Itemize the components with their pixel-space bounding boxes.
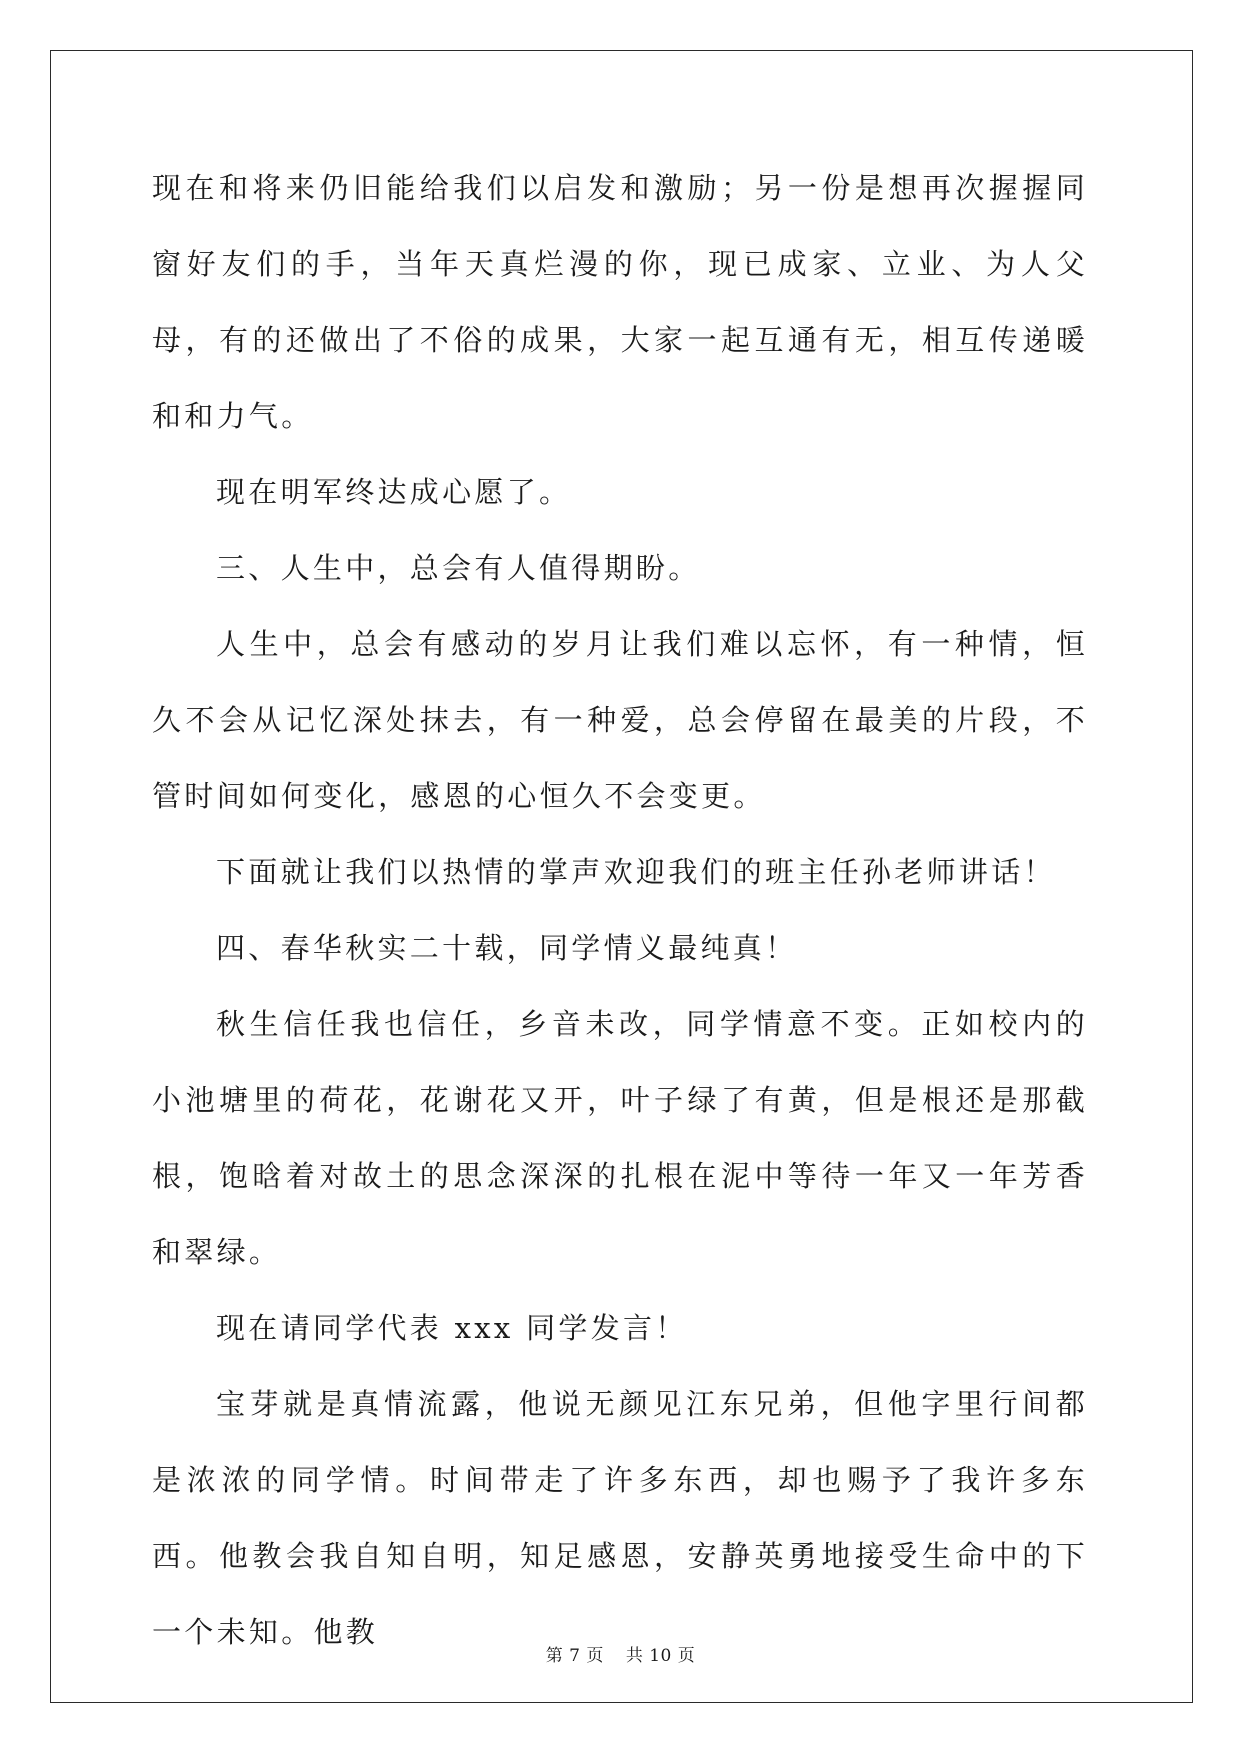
section-heading: 三、人生中，总会有人值得期盼。 bbox=[216, 551, 701, 585]
section-heading: 四、春华秋实二十载，同学情义最纯真！ bbox=[216, 931, 798, 965]
paragraph: 宝芽就是真情流露，他说无颜见江东兄弟，但他字里行间都是浓浓的同学情。时间带走了许多东西，却也赐予了我许多东西。他教会我自知自明，知足感恩，安静英勇地接受生命中的下一个未知。他教 bbox=[152, 1387, 1088, 1649]
page-number-current: 第 7 页 bbox=[545, 1646, 604, 1666]
paragraph: 现在请同学代表 xxx 同学发言！ bbox=[216, 1311, 688, 1345]
paragraph: 秋生信任我也信任，乡音未改，同学情意不变。正如校内的小池塘里的荷花，花谢花又开，叶子绿了有黄，但是根还是那截根，饱晗着对故土的思念深深的扎根在泥中等待一年又一年芳香和翠绿。 bbox=[152, 1007, 1088, 1269]
document-body bbox=[152, 150, 1088, 1670]
paragraph: 下面就让我们以热情的掌声欢迎我们的班主任孙老师讲话！ bbox=[216, 855, 1056, 889]
paragraph: 现在和将来仍旧能给我们以启发和激励；另一份是想再次握握同窗好友们的手，当年天真烂漫的你，现已成家、立业、为人父母，有的还做出了不俗的成果，大家一起互通有无，相互传递暖和和力气。 bbox=[152, 171, 1088, 433]
paragraph: 人生中，总会有感动的岁月让我们难以忘怀，有一种情，恒久不会从记忆深处抹去，有一种爱，总会停留在最美的片段，不管时间如何变化，感恩的心恒久不会变更。 bbox=[152, 627, 1088, 813]
paragraph: 现在明军终达成心愿了。 bbox=[216, 475, 572, 509]
page-number-total: 共 10 页 bbox=[625, 1646, 696, 1666]
page-footer bbox=[0, 1641, 1241, 1666]
